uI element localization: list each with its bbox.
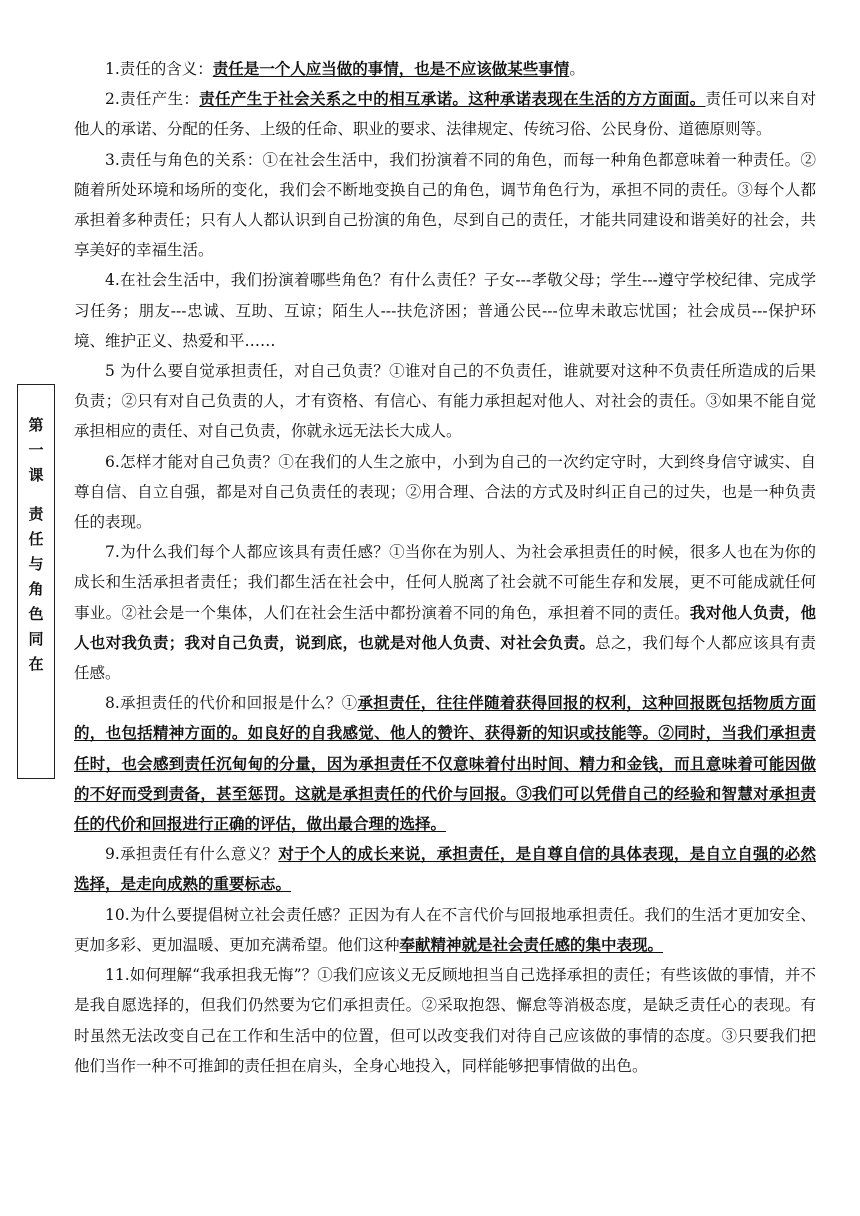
lesson-title-char: 课 — [28, 466, 44, 484]
item-5: 5 为什么要自觉承担责任，对自己负责？①谁对自己的不负责任，谁就要对这种不负责任所造成的后果负责；②只有对自己负责的人，才有资格、有信心、有能力承担起对他人、对社会的责任。③如果不能自觉承担相应的责任、对自己负责，你就永远无法长大成人。 — [74, 362, 816, 441]
lesson-title-char: 一 — [28, 441, 44, 459]
lesson-subtitle-char: 色 — [28, 605, 44, 623]
lesson-title-char: 第 — [28, 416, 44, 434]
lesson-subtitle-char: 角 — [28, 580, 44, 598]
item-2: 2.责任产生：责任产生于社会关系之中的相互承诺。这种承诺表现在生活的方方面面。责任可以来自对他人的承诺、分配的任务、上级的任命、职业的要求、法律规定、传统习俗、公民身份、道德原则等。 — [74, 89, 816, 139]
item-4: 4.在社会生活中，我们扮演着哪些角色？有什么责任？子女---孝敬父母；学生---遵守学校纪律、完成学习任务；朋友---忠诚、互助、互谅；陌生人---扶危济困；普通公民---位卑未敢忘忧国；社会成员---保护环境、维护正义、热爱和平…… — [74, 271, 816, 350]
lesson-subtitle-char: 任 — [28, 530, 44, 548]
item-8: 8.承担责任的代价和回报是什么？①承担责任，往往伴随着获得回报的权利，这种回报既包括物质方面的，也包括精神方面的。如良好的自我感觉、他人的赞许、获得新的知识或技能等。②同时，当我们承担责任时，也会感到责任沉甸甸的分量，因为承担责任不仅意味着付出时间、精力和金钱，而且意味着可能因做的不好而受到责备，甚至惩罚。这就是承担责任的代价与回报。③我们可以凭借自己的经验和智慧对承担责任的代价和回报进行正确的评估，做出最合理的选择。 — [74, 693, 816, 834]
lesson-subtitle-char: 与 — [28, 555, 44, 573]
lesson-content — [74, 54, 816, 1081]
item-11: 11.如何理解“我承担我无悔”？①我们应该义无反顾地担当自己选择承担的责任；有些该做的事情，并不是我自愿选择的，但我们仍然要为它们承担责任。②采取抱怨、懈怠等消极态度，是缺乏责任心的表现。有时虽然无法改变自己在工作和生活中的位置，但可以改变我们对待自己应该做的事情的态度。③只要我们把他们当作一种不可推卸的责任担在肩头，全身心地投入，同样能够把事情做的出色。 — [74, 966, 816, 1075]
item-10: 10.为什么要提倡树立社会责任感？正因为有人在不言代价与回报地承担责任。我们的生活才更加安全、更加多彩、更加温暖、更加充满希望。他们这种奉献精神就是社会责任感的集中表现。 — [74, 905, 816, 954]
item-9: 9.承担责任有什么意义？对于个人的成长来说，承担责任，是自尊自信的具体表现，是自立自强的必然选择，是走向成熟的重要标志。 — [74, 844, 816, 894]
item-7: 7.为什么我们每个人都应该具有责任感？①当你在为别人、为社会承担责任的时候，很多人也在为你的成长和生活承担者责任；我们都生活在社会中，任何人脱离了社会就不可能生存和发展，更不可能成就任何事业。②社会是一个集体，人们在社会生活中都扮演着不同的角色，承担着不同的责任。我对他人负责，他人也对我负责；我对自己负责，说到底，也就是对他人负责、对社会负责。总之，我们每个人都应该具有责任感。 — [74, 543, 816, 683]
lesson-subtitle-char: 同 — [28, 630, 44, 648]
lesson-subtitle-char: 责 — [28, 505, 44, 523]
item-1: 1.责任的含义：责任是一个人应当做的事情，也是不应该做某些事情。 — [105, 59, 585, 78]
lesson-title-box — [17, 384, 55, 779]
item-3: 3.责任与角色的关系：①在社会生活中，我们扮演着不同的角色，而每一种角色都意味着一种责任。②随着所处环境和场所的变化，我们会不断地变换自己的角色，调节角色行为，承担不同的责任。③每个人都承担着多种责任；只有人人都认识到自己扮演的角色，尽到自己的责任，才能共同建设和谐美好的社会，共享美好的幸福生活。 — [74, 150, 816, 260]
item-6: 6.怎样才能对自己负责？①在我们的人生之旅中，小到为自己的一次约定守时，大到终身信守诚实、自尊自信、自立自强，都是对自己负责任的表现；②用合理、合法的方式及时纠正自己的过失，也是一种负责任的表现。 — [74, 452, 816, 532]
lesson-subtitle-char: 在 — [28, 655, 44, 673]
